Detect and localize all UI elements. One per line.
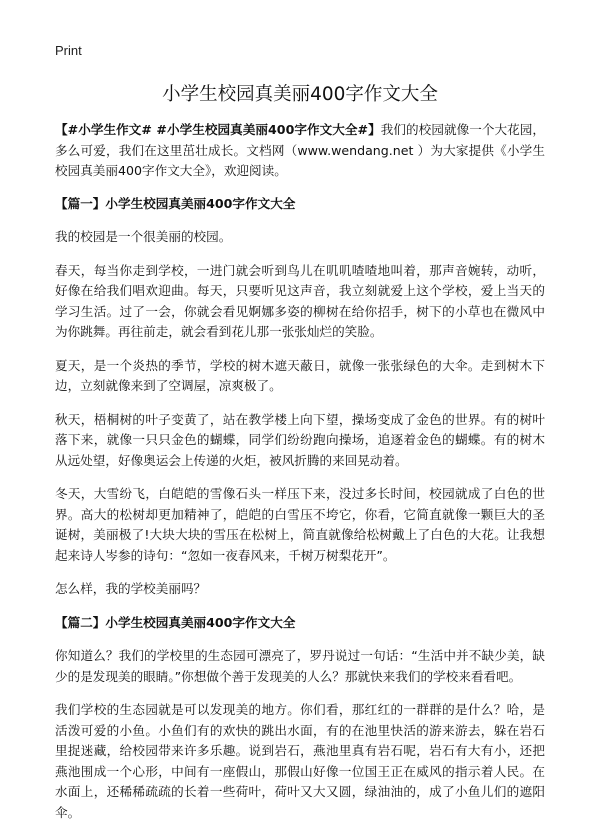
section-heading: 【篇二】小学生校园真美丽400字作文大全 xyxy=(55,614,296,630)
paragraph: 我们学校的生态园就是可以发现美的地方。你们看，那红红的一群群的是什么？哈，是活泼可爱的小鱼。小鱼们有的欢快的跳出水面，有的在池里快活的游来游去，躲在岩石里捉迷藏，给校园带来许多乐趣。说到岩石，燕池里真有岩石呢，岩石有大有小，还把燕池围成一个心形，中间有一座假山，那假山好像一位国王正在威风的指示着人民。在水面上，还稀稀疏疏的长着一些荷叶，荷叶又大又圆，绿油油的，成了小鱼儿们的遮阳伞。 xyxy=(55,702,545,820)
section-heading: 【篇一】小学生校园真美丽400字作文大全 xyxy=(55,195,296,211)
page-title: 小学生校园真美丽400字作文大全 xyxy=(162,84,438,105)
paragraph: 秋天，梧桐树的叶子变黄了，站在教学楼上向下望，操场变成了金色的世界。有的树叶落下来，就像一只只金色的蝴蝶，同学们纷纷跑向操场，追逐着金色的蝴蝶。有的树木从远处望，好像奥运会上传递的火炬，被风折腾的来回晃动着。 xyxy=(55,411,545,468)
article-body xyxy=(55,120,545,836)
paragraph: 你知道么？我们的学校里的生态园可漂亮了，罗丹说过一句话：“生活中并不缺少美，缺少的是发现美的眼睛。”你想做个善于发现美的人么？那就快来我们的学校来看看吧。 xyxy=(55,648,545,684)
paragraph: 冬天，大雪纷飞，白皑皑的雪像石头一样压下来，没过多长时间，校园就成了白色的世界。高大的松树却更加精神了，皑皑的白雪压不垮它，你看，它简直就像一颗巨大的圣诞树，美丽极了!大块大块的雪压在松树上，简直就像给松树戴上了白色的大花。让我想起来诗人岑参的诗句：“忽如一夜春风来，千树万树梨花开”。 xyxy=(55,486,545,563)
paragraph: 春天，每当你走到学校，一进门就会听到鸟儿在叽叽喳喳地叫着，那声音婉转，动听，好像在给我们唱欢迎曲。每天，只要听见这声音，我立刻就爱上这个学校，爱上当天的学习生活。过了一会，你就会看见婀娜多姿的柳树在给你招手，树下的小草也在微风中为你跳舞。再往前走，就会看到花儿那一张张灿烂的笑脸。 xyxy=(55,262,545,339)
print-label[interactable]: Print xyxy=(55,43,82,58)
paragraph: 我的校园是一个很美丽的校园。 xyxy=(55,229,232,244)
intro-paragraph xyxy=(55,120,545,182)
intro-tag: 【#小学生作文# #小学生校园真美丽400字作文大全#】 xyxy=(55,122,381,137)
paragraph: 怎么样，我的学校美丽吗？ xyxy=(55,581,207,596)
paragraph: 夏天，是一个炎热的季节，学校的树木遮天蔽日，就像一张张绿色的大伞。走到树木下边，立刻就像来到了空调屋，凉爽极了。 xyxy=(55,357,545,393)
intro-text: 我们的校园就像一个大花园，多么可爱，我们在这里茁壮成长。文档网（www.wendang.net ）为大家提供《小学生校园真美丽400字作文大全》，欢迎阅读。 xyxy=(55,122,545,178)
